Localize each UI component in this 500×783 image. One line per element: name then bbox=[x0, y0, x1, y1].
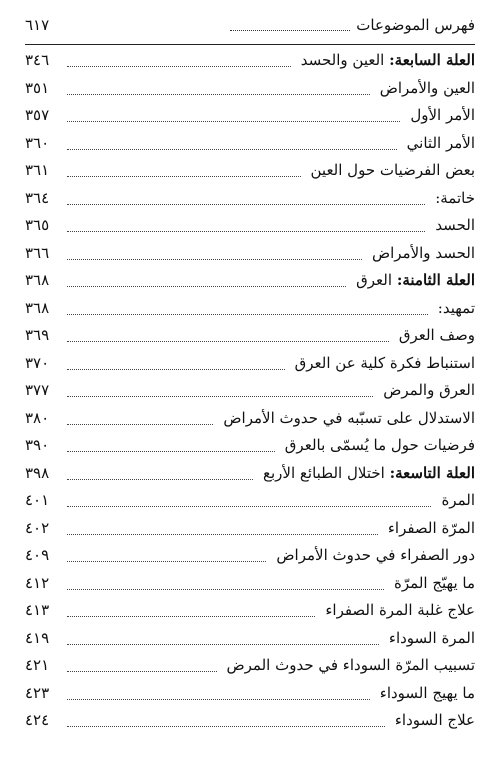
leader-dots bbox=[67, 467, 253, 480]
toc-entry-title bbox=[311, 157, 476, 185]
toc-entry-text: العرق bbox=[356, 271, 397, 289]
toc-entry-title bbox=[441, 487, 475, 515]
toc-entry-text: علاج غلبة المرة الصفراء bbox=[325, 601, 475, 619]
toc-page-number: ٤٢٤ bbox=[25, 711, 50, 729]
toc-entry-text: الحسد والأمراض bbox=[371, 243, 475, 262]
leader-dots bbox=[67, 137, 397, 150]
toc-section-heading: العلة التاسعة: bbox=[389, 463, 475, 482]
toc-entry-title bbox=[380, 75, 475, 103]
header-page-number: ٦١٧ bbox=[25, 16, 50, 34]
toc-entry bbox=[25, 240, 475, 268]
leader-dots bbox=[67, 577, 384, 590]
leader-dots bbox=[67, 522, 378, 535]
toc-page-number: ٣٦٠ bbox=[25, 133, 50, 152]
toc-entry bbox=[25, 157, 475, 185]
toc-entry bbox=[25, 652, 475, 680]
leader-dots bbox=[67, 109, 400, 122]
toc-entry-title bbox=[372, 240, 475, 268]
leader-dots bbox=[67, 357, 285, 370]
toc-entry bbox=[25, 102, 475, 130]
toc-entry-text: المرّة الصفراء bbox=[387, 518, 475, 537]
toc-entry-text: ما يهيّج المرّة bbox=[394, 573, 475, 592]
toc-entry-title bbox=[325, 597, 475, 625]
leader-dots bbox=[67, 192, 425, 205]
toc-entry-text: علاج السوداء bbox=[394, 711, 475, 729]
toc-page-number: ٤١٣ bbox=[25, 601, 50, 619]
leader-dots bbox=[67, 302, 428, 315]
toc-entry-text: الحسد bbox=[435, 216, 475, 234]
leader-dots bbox=[67, 439, 275, 452]
leader-dots bbox=[67, 219, 425, 232]
header-title: فهرس الموضوعات bbox=[356, 16, 475, 34]
toc-entry bbox=[25, 460, 475, 488]
toc-entry bbox=[25, 570, 475, 598]
toc-entry bbox=[25, 487, 475, 515]
toc-entry bbox=[25, 542, 475, 570]
toc-section-heading: العلة الثامنة: bbox=[396, 271, 475, 289]
toc-page-number: ٤٠١ bbox=[25, 491, 50, 509]
toc-entry-title bbox=[435, 185, 475, 213]
leader-dots bbox=[67, 604, 315, 617]
toc-page-number: ٤٠٢ bbox=[25, 518, 50, 537]
toc-entry-title bbox=[399, 322, 475, 350]
toc-page-number: ٣٦٨ bbox=[25, 271, 50, 289]
toc-page-number: ٣٧٧ bbox=[25, 381, 50, 399]
leader-dots bbox=[67, 632, 379, 645]
toc-entry-title bbox=[276, 542, 475, 570]
toc-page-number: ٣٩٨ bbox=[25, 463, 50, 482]
leader-dots bbox=[67, 274, 346, 287]
toc-entry bbox=[25, 597, 475, 625]
toc-entry-title bbox=[295, 350, 475, 378]
toc-entry-text: الاستدلال على تسبّبه في حدوث الأمراض bbox=[223, 408, 475, 427]
toc-entry-text: ما يهيج السوداء bbox=[379, 683, 475, 702]
toc-entry bbox=[25, 680, 475, 708]
toc-entry bbox=[25, 515, 475, 543]
toc-entry-title bbox=[356, 267, 475, 295]
toc-entry-text: دور الصفراء في حدوث الأمراض bbox=[276, 546, 475, 564]
toc-page-number: ٣٥١ bbox=[25, 78, 50, 97]
leader-dots bbox=[67, 54, 291, 67]
toc-entry-text: وصف العرق bbox=[398, 326, 475, 344]
toc-entry-text: استنباط فكرة كلية عن العرق bbox=[294, 353, 475, 372]
leader-dots bbox=[67, 549, 266, 562]
toc-entry-title bbox=[389, 625, 475, 653]
toc-entry bbox=[25, 377, 475, 405]
running-header bbox=[25, 10, 475, 40]
leader-dots bbox=[67, 687, 370, 700]
leader-dots bbox=[67, 714, 385, 727]
toc-page-number: ٣٦٦ bbox=[25, 243, 50, 262]
toc-entry-title bbox=[394, 570, 475, 598]
toc-entry bbox=[25, 75, 475, 103]
toc-section-heading: العلة السابعة: bbox=[389, 51, 475, 69]
toc-entry-title bbox=[380, 680, 475, 708]
toc-entry-title bbox=[301, 47, 475, 75]
toc-entry bbox=[25, 707, 475, 735]
toc-entry-text: المرة bbox=[441, 491, 475, 509]
toc-page-number: ٣٥٧ bbox=[25, 106, 50, 124]
toc-entry bbox=[25, 625, 475, 653]
toc-entry-title bbox=[438, 295, 475, 323]
toc-page-number: ٣٦٥ bbox=[25, 216, 50, 234]
table-of-contents bbox=[25, 47, 475, 735]
header-leader-dots bbox=[230, 20, 350, 31]
toc-entry-text: تسبيب المرّة السوداء في حدوث المرض bbox=[226, 656, 475, 674]
toc-entry bbox=[25, 350, 475, 378]
toc-entry bbox=[25, 130, 475, 158]
toc-page-number: ٤٢١ bbox=[25, 656, 50, 674]
toc-entry-text: العرق والمرض bbox=[383, 381, 475, 399]
leader-dots bbox=[67, 82, 370, 95]
toc-entry bbox=[25, 47, 475, 75]
toc-entry-text: المرة السوداء bbox=[388, 628, 475, 647]
toc-entry-text: تمهيد: bbox=[437, 298, 475, 317]
toc-entry bbox=[25, 322, 475, 350]
toc-entry-text: خاتمة: bbox=[435, 188, 475, 207]
toc-entry-title bbox=[395, 707, 475, 735]
leader-dots bbox=[67, 494, 431, 507]
toc-page-number: ٣٨٠ bbox=[25, 408, 50, 427]
leader-dots bbox=[67, 412, 213, 425]
toc-page-number: ٤٢٣ bbox=[25, 683, 50, 702]
toc-entry-title bbox=[388, 515, 475, 543]
toc-page-number: ٤١٩ bbox=[25, 628, 50, 647]
toc-page-number: ٣٦١ bbox=[25, 161, 50, 179]
leader-dots bbox=[67, 329, 389, 342]
leader-dots bbox=[67, 247, 362, 260]
toc-page-number: ٣٦٨ bbox=[25, 298, 50, 317]
toc-entry-text: بعض الفرضيات حول العين bbox=[310, 161, 475, 179]
toc-entry-text: العين والحسد bbox=[300, 51, 390, 69]
leader-dots bbox=[67, 659, 217, 672]
toc-entry bbox=[25, 212, 475, 240]
toc-page-number: ٤١٢ bbox=[25, 573, 50, 592]
toc-entry-title bbox=[223, 405, 475, 433]
toc-page-number: ٣٩٠ bbox=[25, 436, 50, 454]
toc-page-number: ٤٠٩ bbox=[25, 546, 50, 564]
toc-entry bbox=[25, 267, 475, 295]
toc-page-number: ٣٦٩ bbox=[25, 326, 50, 344]
toc-page-number: ٣٤٦ bbox=[25, 51, 50, 69]
toc-entry-title bbox=[263, 460, 475, 488]
toc-entry-text: فرضيات حول ما يُسمّى بالعرق bbox=[284, 436, 475, 454]
toc-entry-text: الأمر الثاني bbox=[406, 133, 475, 152]
leader-dots bbox=[67, 384, 373, 397]
toc-page-number: ٣٦٤ bbox=[25, 188, 50, 207]
toc-entry bbox=[25, 405, 475, 433]
toc-entry-title bbox=[410, 102, 475, 130]
toc-entry-text: اختلال الطبائع الأربع bbox=[263, 463, 390, 482]
leader-dots bbox=[67, 164, 301, 177]
toc-page-number: ٣٧٠ bbox=[25, 353, 50, 372]
toc-entry-title bbox=[407, 130, 475, 158]
toc-entry-title bbox=[383, 377, 475, 405]
toc-entry bbox=[25, 432, 475, 460]
toc-entry bbox=[25, 185, 475, 213]
toc-entry-title bbox=[227, 652, 476, 680]
toc-entry-title bbox=[285, 432, 475, 460]
toc-entry-text: العين والأمراض bbox=[379, 78, 475, 97]
toc-entry-title bbox=[435, 212, 475, 240]
toc-entry-text: الأمر الأول bbox=[410, 106, 475, 124]
header-rule bbox=[25, 44, 475, 45]
toc-entry bbox=[25, 295, 475, 323]
